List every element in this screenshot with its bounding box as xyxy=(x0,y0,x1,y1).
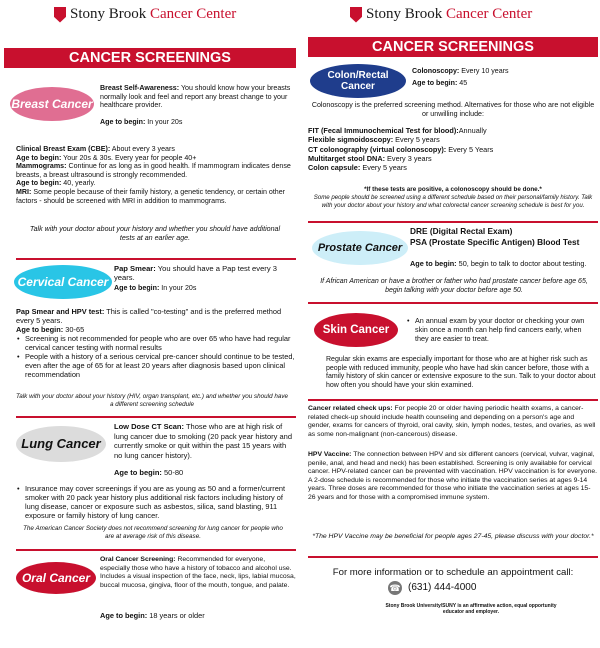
shield-icon xyxy=(54,7,66,23)
low-dose-ct: Low Dose CT Scan: Those who are at high risk of lung cancer due to smoking (20 pack year history and currently smoke or quit within the past 15 years with no lung cancer history). xyxy=(114,422,293,460)
cervical-bullets xyxy=(16,334,296,379)
eeo-statement: Stony Brook University/SUNY is an affirmative action, equal opportunity educator and employer. xyxy=(385,603,557,616)
breast-self-awareness: Breast Self-Awareness: You should know how your breasts normally look and feel and report any breast change to your healthcare provider. xyxy=(100,84,291,110)
colon-note: Some people should be screened using a different schedule based on their personal/family history. Talk with your doctor about your history and what colorectal cancer screening schedule is best for you. xyxy=(313,194,593,209)
shield-icon xyxy=(350,7,362,23)
page-title: CANCER SCREENINGS xyxy=(308,37,598,57)
oral-screening: Oral Cancer Screening: Recommended for everyone, especially those who have a history of tobacco and alcohol use. Includes a visual inspection of the face, neck, lips, labial mucosa, buccal mucosa, gingiva, floor of the mouth, tongue, and palate. xyxy=(100,556,296,589)
colon-alternatives: FIT (Fecal Immunochemical Test for blood):Annually Flexible sigmoidoscopy: Every 5 years CT colonography (virtual colonoscopy): Every 5 Years Multitarget stool DNA: Every 3 years Colon capsule: Every 5 years xyxy=(308,126,494,173)
cervical-note: Talk with your doctor about your history (HIV, organ transplant, etc.) and whether you should have a different screening schedule xyxy=(16,393,288,408)
pap-age: Age to begin: In your 20s xyxy=(114,284,197,292)
divider xyxy=(16,549,296,551)
right-column xyxy=(306,0,598,648)
breast-details: Clinical Breast Exam (CBE): About every 3 years Age to begin: Your 20s & 30s. Every year for people 40+ Mammograms: Continue for as long as in good health. If mammogram indicates dense breasts, a breast ultrasound is strongly recommended. Age to begin: 40, yearly. MRI: Some people because of their family history, a genetic tendency, or certain other factors - should be screened with MRI in addition to mammograms. xyxy=(16,145,291,205)
brand-name: Stony Brook xyxy=(366,6,447,22)
cancer-check-ups: Cancer related check ups: For people 20 or older having periodic health exams, a cancer-related check-up should include health counseling and depending on a person's age and gender, exams for cancers of thyroid, oral cavity, skin, lymph nodes, testes, and ovaries, as well as some non-malignant (non-cancerous) disease. xyxy=(308,405,596,438)
prostate-cancer-pill: Prostate Cancer xyxy=(312,231,408,265)
contact-line: For more information or to schedule an appointment call: xyxy=(332,567,574,578)
list-item: • People with a history of a serious cervical pre-cancer should continue to be tested, even after the age of 65 for at least 20 years after diagnosis based upon clinical recommendation xyxy=(16,352,296,379)
pap-smear: Pap Smear: You should have a Pap test every 3 years. xyxy=(114,264,277,282)
lung-cancer-pill: Lung Cancer xyxy=(16,426,106,462)
prostate-age: Age to begin: 50, begin to talk to doctor about testing. xyxy=(410,259,587,268)
skin-cancer-pill: Skin Cancer xyxy=(314,313,398,347)
divider xyxy=(308,221,598,223)
oral-cancer-pill: Oral Cancer xyxy=(16,562,96,594)
phone-icon: ☎ xyxy=(389,583,401,593)
logo xyxy=(350,6,532,23)
hpv-vaccine: HPV Vaccine: The connection between HPV and six different cancers (cervical, vulvar, vaginal, penile, anal, and head and neck) has been established. Screening is only available for cervical cancer. HPV-related cancer can be prevented with vaccination. HPV vaccination is for everyone. A 2-dose schedule is recommended for those who initiate the vaccination series at ages 9-14 years. Three doses are recommended for those who initiate the vaccination series at ages 15-26 years and for those with a compromised immune system. xyxy=(308,451,598,501)
lung-note: The American Cancer Society does not recommend screening for lung cancer for people who are at average risk of this disease. xyxy=(23,525,283,540)
colon-positive-note: *If these tests are positive, a colonoscopy should be done.* xyxy=(364,186,542,193)
cervical-cancer-pill: Cervical Cancer xyxy=(14,265,112,299)
breast-cancer-pill: Breast Cancer xyxy=(10,87,94,121)
divider xyxy=(16,416,296,418)
breast-note: Talk with your doctor about your history and whether you should have additional tests at an earlier age. xyxy=(29,225,281,242)
phone-number[interactable]: (631) 444-4000 xyxy=(408,582,477,593)
colon-rectal-cancer-pill: Colon/Rectal Cancer xyxy=(310,64,406,98)
brand-name-red: Cancer Center xyxy=(446,6,533,22)
breast-sa-age: Age to begin: In your 20s xyxy=(100,118,183,126)
hpv-note: *The HPV Vaccine may be beneficial for people ages 27-45, please discuss with your doctor.* xyxy=(312,533,594,540)
divider xyxy=(308,556,598,558)
divider xyxy=(16,258,296,260)
prostate-note: If African American or have a brother or father who had prostate cancer before age 65, begin talking with your doctor before age 50. xyxy=(320,278,588,294)
logo xyxy=(54,6,236,23)
colon-preferred: Colonoscopy is the preferred screening method. Alternatives for those who are not eligible or unwilling include: xyxy=(311,101,595,118)
page-title: CANCER SCREENINGS xyxy=(4,48,296,68)
lung-details xyxy=(16,484,296,520)
list-item: • Screening is not recommended for people who are over 65 who have had regular cervical cancer testing with normal results xyxy=(16,334,296,352)
list-item: • An annual exam by your doctor or checking your own skin once a month can help find cancers early, when they are easier to treat. xyxy=(406,316,596,343)
oral-age: Age to begin: 18 years or older xyxy=(100,611,205,620)
brand-name: Stony Brook xyxy=(70,6,151,22)
left-column xyxy=(4,0,296,648)
list-item: • Insurance may cover screenings if you are as young as 50 and a former/current smoker with 20 pack year history plus additional risk factors including history of lung disease, cancer or exposure such as asbestos, silica, sand blasting, 911 exposure or family history of lung cancer. xyxy=(16,484,296,520)
cervical-details: Pap Smear and HPV test: This is called "co-testing" and is the preferred method every 5 years. Age to begin: 30-65 • Screening is not recommended for people who are over 65 who have had regular cervical cancer testing with normal results • People with a history of a serious cervical pre-cancer should continue to be tested, even after the age of 65 for at least 20 years after diagnosis based upon clinical recommendation xyxy=(16,307,296,379)
divider xyxy=(308,399,598,401)
colonoscopy: Colonoscopy: Every 10 years Age to begin: 45 xyxy=(412,67,509,87)
lung-age: Age to begin: 50-80 xyxy=(114,468,184,477)
brand-name-red: Cancer Center xyxy=(150,6,237,22)
skin-text: Regular skin exams are especially important for those who are at higher risk such as people with reduced immunity, people who have had skin cancer before, those with a family history of skin cancer or extensive exposure to the sun. Talk to your doctor about how often you should have your skin examined. xyxy=(326,356,596,389)
prostate-tests: DRE (Digital Rectal Exam) PSA (Prostate Specific Antigen) Blood Test xyxy=(410,226,580,247)
skin-bullet xyxy=(406,316,596,343)
divider xyxy=(308,302,598,304)
